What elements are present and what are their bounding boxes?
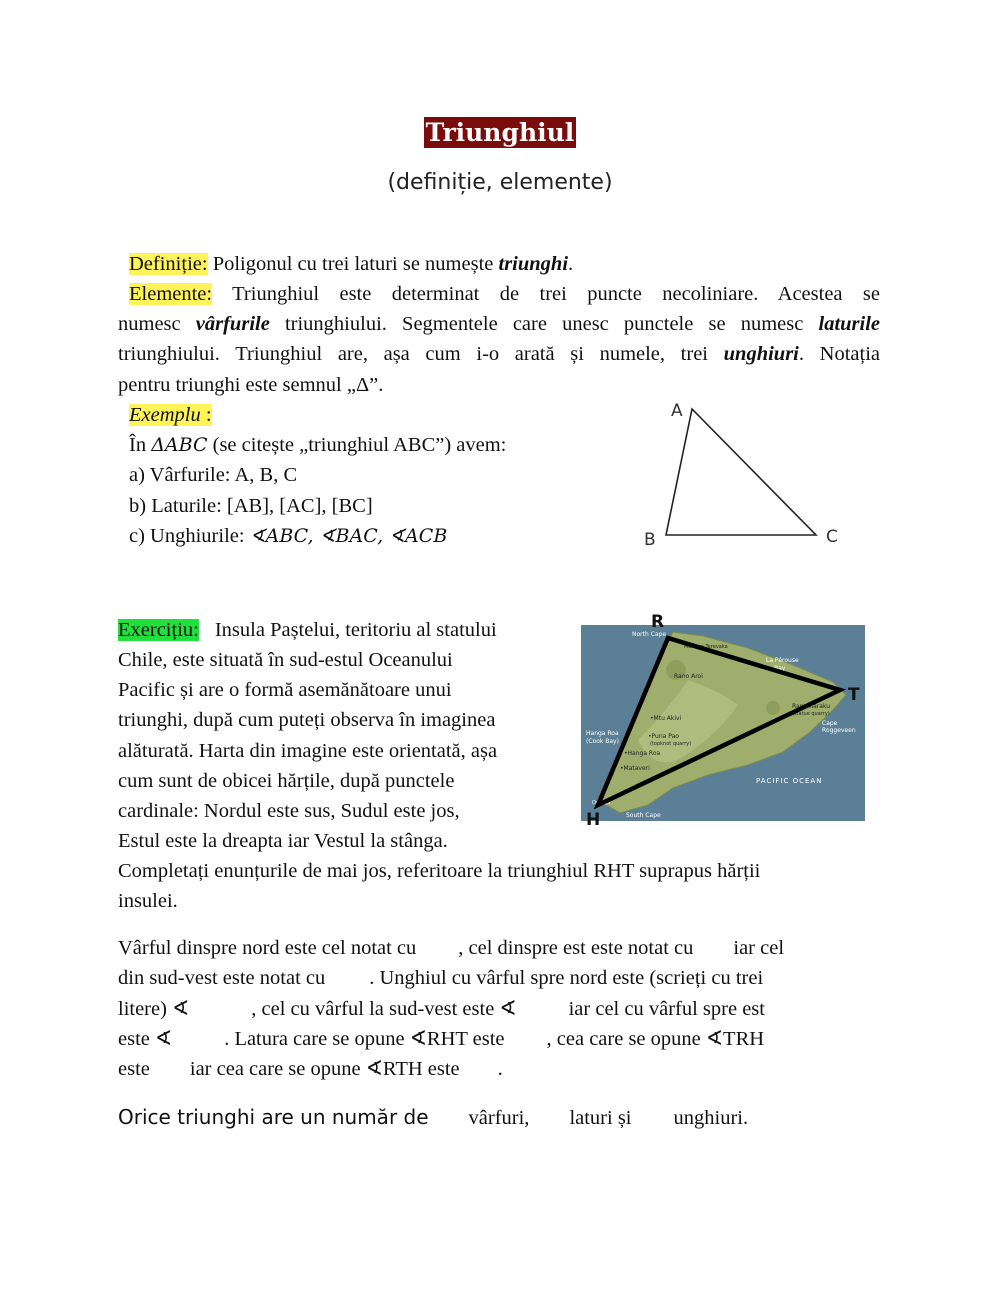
fill-text-3b: , cel cu vârful la sud-vest este ∢ (251, 998, 517, 1020)
elements-label: Elemente: (129, 283, 213, 305)
map-puna-pau: •Puna Pao (648, 733, 679, 740)
exercise-line-9: Completați enunțurile de mai jos, referitoare la triunghiul RHT suprapus hărții (118, 860, 761, 882)
exercise-line-5: alăturată. Harta din imagine este orientată, așa (118, 740, 498, 762)
fill-text-4c: , cea care se opune ∢TRH (546, 1028, 765, 1050)
elements-line-3 (118, 339, 880, 369)
exercise-line-7: cardinale: Nordul este sus, Sudul este jos, (118, 800, 460, 822)
example-intro (129, 430, 506, 460)
map-quarry: (statue quarry) (792, 711, 830, 717)
vertex-label-c: C (826, 527, 838, 547)
map-vertex-t: T (848, 685, 860, 705)
example-label: Exemplu (129, 404, 201, 426)
final-text-d: unghiuri. (673, 1107, 749, 1129)
fill-text-4a: este ∢ (118, 1028, 173, 1050)
final-text-b: vârfuri, (468, 1107, 530, 1129)
example-label-suffix: : (200, 404, 212, 426)
exercise-line-2: Chile, este situată în sud-estul Oceanului (118, 649, 453, 671)
fill-text-2b: . Unghiul cu vârful spre nord este (scrieți cu trei (369, 967, 764, 989)
fill-line-1 (118, 933, 784, 963)
exercise-line-3: Pacific și are o formă asemănătoare unui (118, 679, 452, 701)
map-rano-aroi: Rano Aroi (674, 673, 703, 680)
elements-text-1: Triunghiul este determinat de trei puncte necoliniare. Acestea se (232, 283, 880, 305)
elements-line-1 (129, 279, 880, 309)
fill-text-3a: litere) ∢ (118, 998, 190, 1020)
exercise-text-1: Insula Paștelui, teritoriu al statului (214, 619, 497, 641)
fill-text-2a: din sud-vest este notat cu (118, 967, 326, 989)
vertex-label-b: B (644, 530, 656, 550)
example-intro-b: (se citește „triunghiul ABC”) avem: (207, 434, 507, 456)
elements-text-2a: numesc (118, 313, 196, 335)
map-la-perouse: La Pérouse (766, 657, 799, 664)
exercise-line-8: Estul este la dreapta iar Vestul la stânga. (118, 830, 448, 852)
fill-text-4b: . Latura care se opune ∢RHT este (224, 1028, 505, 1050)
fill-text-3c: iar cel cu vârful spre est (568, 998, 765, 1020)
page-subtitle: (definiție, elemente) (387, 170, 613, 195)
easter-island-map (578, 610, 868, 830)
exercise-label: Exercițiu: (118, 619, 199, 641)
map-maunga: Maunga Terevaka (684, 644, 728, 650)
final-text-a: Orice triunghi are un număr de (118, 1105, 429, 1129)
page-title (0, 118, 1000, 147)
exercise-line-4: triunghi, după cum puteți observa în imaginea (118, 709, 496, 731)
map-topknot: (topknot quarry) (650, 741, 692, 747)
example-item-c-math: ∢ABC, ∢BAC, ∢ACB (249, 525, 448, 547)
map-cook-bay: (Cook Bay) (586, 738, 619, 745)
fill-text-1c: iar cel (733, 937, 785, 959)
example-intro-math: ΔABC (151, 434, 208, 456)
map-orongo: Orongo (592, 800, 611, 806)
term-laturile: laturile (818, 313, 881, 335)
map-vertex-h: H (586, 810, 601, 830)
definition-term: triunghi (498, 253, 569, 275)
example-item-c-prefix: c) Unghiurile: (129, 525, 250, 547)
elements-line-4: pentru triunghi este semnul „Δ”. (118, 374, 384, 396)
map-south-cape: South Cape (626, 812, 661, 819)
map-roggeveen: Roggeveen (822, 727, 856, 734)
map-rano-raraku: Rano Raraku (792, 703, 831, 710)
map-mataveri: •Mataveri (620, 765, 650, 772)
fill-line-2 (118, 963, 763, 993)
map-vertex-r: R (651, 612, 665, 632)
definition-line (129, 249, 573, 279)
triangle-abc (666, 409, 816, 535)
final-text-c: laturi și (569, 1107, 632, 1129)
map-hanga-roa-town: •Hanga Roa (624, 750, 661, 757)
elements-text-3b: . Notația (798, 343, 880, 365)
example-label-line (129, 400, 212, 430)
exercise-line-1 (118, 615, 497, 645)
elements-text-3a: triunghiului. Triunghiul are, așa cum i-o arată și numele, trei (118, 343, 724, 365)
term-unghiuri: unghiuri (723, 343, 799, 365)
example-item-a: a) Vârfurile: A, B, C (129, 464, 298, 486)
fill-line-5 (118, 1054, 503, 1084)
exercise-line-10: insulei. (118, 890, 178, 912)
example-item-b: b) Laturile: [AB], [AC], [BC] (129, 495, 373, 517)
map-north-cape: North Cape (632, 631, 667, 638)
fill-line-3 (118, 994, 765, 1024)
elements-text-2b: triunghiului. Segmentele care unesc punctele se numesc (269, 313, 819, 335)
map-hill-2 (766, 701, 780, 715)
map-mtu-akivi: •Mtu Akivi (650, 715, 682, 722)
fill-text-1a: Vârful dinspre nord este cel notat cu (118, 937, 417, 959)
vertex-label-a: A (671, 401, 683, 421)
fill-text-1b: , cel dinspre est este notat cu (458, 937, 694, 959)
title-text: Triunghiul (425, 118, 575, 147)
definition-label: Definiție: (129, 253, 208, 275)
final-sentence (118, 1102, 748, 1133)
triangle-abc-figure (630, 395, 860, 555)
definition-end: . (568, 253, 574, 275)
example-intro-a: În (129, 434, 152, 456)
map-hanga-roa-bay: Hanga Roa (586, 730, 619, 737)
example-item-c (129, 521, 447, 551)
fill-text-5c: . (497, 1058, 503, 1080)
fill-text-5b: iar cea care se opune ∢RTH este (189, 1058, 460, 1080)
exercise-line-6: cum sunt de obicei hărțile, după punctele (118, 770, 455, 792)
map-bay: Bay (774, 665, 786, 672)
map-pacific-ocean: PACIFIC OCEAN (756, 777, 823, 785)
fill-line-4 (118, 1024, 764, 1054)
definition-text: Poligonul cu trei laturi se numește (207, 253, 499, 275)
map-cape: Cape (822, 720, 838, 727)
elements-line-2 (118, 309, 880, 339)
term-varfurile: vârfurile (195, 313, 270, 335)
fill-text-5a: este (118, 1058, 150, 1080)
